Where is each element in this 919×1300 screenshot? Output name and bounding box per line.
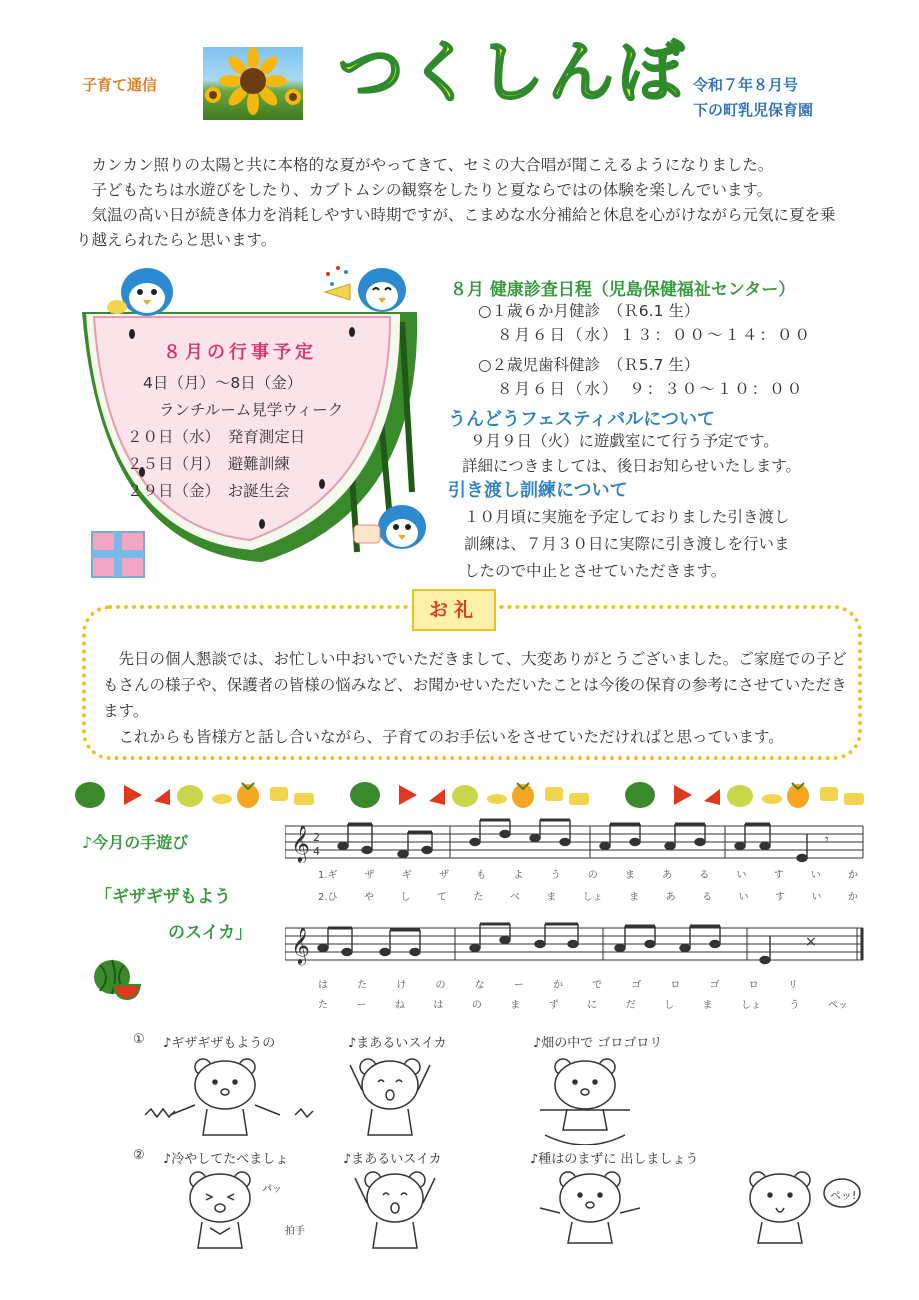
thanks-tag: お礼: [412, 589, 496, 631]
health-time: ８月６日（水）１３：００～１４：００: [497, 326, 813, 344]
drill-text: したので中止とさせていただきます。: [464, 562, 727, 580]
lyric: す: [774, 892, 785, 903]
lyric: た: [357, 980, 368, 991]
lyric: た: [318, 1000, 328, 1011]
drill-text: １０月頃に実施を予定しておりました引き渡し: [464, 508, 790, 526]
lyric: に: [587, 1000, 598, 1011]
step-number: ①: [133, 1032, 145, 1047]
event-line: ２５日（月） 避難訓練: [127, 455, 290, 473]
lyric: ザ: [364, 870, 375, 881]
lyric: の: [435, 980, 446, 991]
lyric: い: [810, 870, 821, 881]
step-label: ♪冷やしてたべましょ: [163, 1152, 289, 1167]
step-label: ♪ギザギザもようの: [163, 1036, 276, 1051]
fruit-border: [74, 775, 864, 815]
thanks-text: [103, 646, 848, 750]
lyric: か: [847, 870, 858, 881]
song-title: のスイカ」: [168, 923, 253, 943]
lyric: ま: [629, 892, 640, 903]
lyric: る: [699, 870, 710, 881]
lyric: よ: [513, 870, 524, 881]
lyric: リ: [787, 980, 798, 991]
health-time: ８月６日（水） ９：３０～１０：００: [497, 380, 805, 398]
lyric: か: [847, 892, 858, 903]
lyric: な: [474, 980, 485, 991]
pe-label: ペッ!: [830, 1189, 857, 1202]
festival-text: 詳細につきましては、後日お知らせいたします。: [462, 457, 801, 475]
lyric: ゴ: [709, 980, 720, 991]
bear-gestures-row1: [140, 1055, 680, 1145]
health-title: ８月 健康診査日程（児島保健福祉センター）: [450, 280, 796, 300]
lyric: し: [664, 1000, 675, 1011]
lyric: か: [552, 980, 563, 991]
lyric: い: [736, 870, 747, 881]
intro-paragraph: カンカン照りの太陽と共に本格的な夏がやってきて、セミの大合唱が聞こえるようになりました。: [91, 156, 774, 174]
lyric: け: [396, 980, 407, 991]
step-label: ♪畑の中で ゴロゴロリ: [533, 1036, 663, 1051]
lyric: 1.ギ: [318, 870, 338, 881]
music-staff-2: [285, 920, 865, 970]
intro-paragraph: 気温の高い日が続き体力を消耗しやすい時期ですが、こまめな水分補給と休息を心がけながら元気に夏を乗り越えられたらと思います。: [76, 206, 836, 249]
lyric: ま: [702, 1000, 713, 1011]
lyric: だ: [625, 1000, 636, 1011]
festival-title: うんどうフェスティバルについて: [448, 409, 715, 430]
events-title: ８月の行事予定: [163, 342, 317, 363]
lyric: ギ: [401, 870, 412, 881]
lyric: ず: [548, 1000, 559, 1011]
newsletter-title: つくしんぼ: [338, 34, 688, 111]
lyric: う: [550, 870, 561, 881]
lyric: で: [592, 980, 603, 991]
school-name: 下の町乳児保育園: [693, 101, 814, 119]
lyric: ロ: [670, 980, 681, 991]
lyric: ま: [510, 1000, 521, 1011]
lyric: ま: [624, 870, 635, 881]
lyric: しょ: [740, 1000, 761, 1011]
step-label: ♪種はのまずに 出しましょう: [530, 1152, 699, 1167]
lyric: しょ: [582, 892, 603, 903]
lyric: ロ: [748, 980, 759, 991]
lyric: ま: [546, 892, 557, 903]
lyrics-row: [318, 888, 858, 903]
lyric: い: [738, 892, 749, 903]
lyric: ー: [513, 980, 524, 991]
issue-date: 令和７年８月号: [693, 76, 799, 94]
svg-text:𝄾: 𝄾: [825, 832, 829, 848]
lyric: し: [400, 892, 411, 903]
lyrics-row: [318, 866, 858, 881]
health-item: ○２歳児歯科健診 （Ｒ5.7 生）: [478, 356, 700, 374]
lyric: や: [364, 892, 374, 903]
sunflower-photo: [203, 47, 303, 120]
step-number: ②: [133, 1148, 145, 1163]
lyric: る: [702, 892, 713, 903]
intro-text: [76, 153, 846, 253]
watermelon-icon: [92, 955, 142, 1000]
lyric: ペッ: [827, 1000, 848, 1011]
svg-text:𝄞: 𝄞: [291, 926, 310, 964]
lyric: ザ: [439, 870, 450, 881]
step-label: ♪まあるいスイカ: [343, 1152, 442, 1167]
lyrics-row: [318, 996, 848, 1011]
lyric: の: [587, 870, 598, 881]
lyric: う: [789, 1000, 800, 1011]
event-line: ２０日（水） 発育測定日: [127, 428, 306, 446]
lyric: ー: [356, 1000, 367, 1011]
svg-text:𝄞: 𝄞: [291, 824, 310, 862]
lyric: 2.ひ: [318, 892, 338, 903]
thanks-paragraph: これからも皆様方と話し合いながら、子育てのお手伝いをさせていただければと思っています。: [118, 728, 784, 746]
event-line: 4日（月）～8日（金）: [143, 374, 303, 392]
svg-text:4: 4: [313, 845, 320, 858]
lyric: い: [811, 892, 822, 903]
drill-title: 引き渡し訓練について: [448, 480, 628, 501]
drill-text: 訓練は、７月３０日に実際に引き渡しを行いま: [464, 535, 790, 553]
lyric: は: [318, 980, 328, 991]
step-label: ♪まあるいスイカ: [348, 1036, 447, 1051]
lyrics-row: [318, 976, 798, 991]
intro-paragraph: 子どもたちは水遊びをしたり、カブトムシの観察をしたりと夏ならではの体験を楽しんでいます。: [91, 181, 773, 199]
events-schedule: [95, 338, 395, 505]
svg-text:×: ×: [805, 934, 817, 950]
clap-label: 拍手: [285, 1226, 305, 1237]
song-title: 「ギザギザもよう: [95, 887, 231, 907]
penguin-party-illustration: [320, 262, 415, 322]
lyric: す: [773, 870, 784, 881]
festival-text: ９月９日（火）に遊戯室にて行う予定です。: [470, 432, 779, 450]
music-staff-1: [285, 818, 865, 863]
pa-label: パッ: [262, 1184, 282, 1195]
lyric: の: [471, 1000, 482, 1011]
thanks-paragraph: 先日の個人懇談では、お忙しい中おいでいただきまして、大変ありがとうございました。ご家庭での子どもさんの様子や、保護者の皆様の悩みなど、お聞かせいただいたことは今後の保育の参考にさせていただきます。: [103, 650, 847, 720]
svg-text:2: 2: [313, 831, 320, 844]
lyric: た: [473, 892, 484, 903]
lyric: も: [476, 870, 487, 881]
health-item: ○１歳６か月健診 （Ｒ6.1 生）: [478, 302, 700, 320]
lyric: は: [433, 1000, 444, 1011]
lyric: あ: [665, 892, 676, 903]
lyric: ね: [394, 1000, 405, 1011]
lyric: あ: [662, 870, 673, 881]
lyric: ゴ: [631, 980, 642, 991]
event-line: ランチルーム見学ウィーク: [159, 401, 344, 419]
event-line: ２９日（金） お誕生会: [127, 482, 290, 500]
lyric: べ: [509, 892, 520, 903]
lyric: て: [436, 892, 447, 903]
song-heading: ♪今月の手遊び: [82, 833, 189, 852]
newsletter-tag: 子育て通信: [82, 76, 158, 94]
